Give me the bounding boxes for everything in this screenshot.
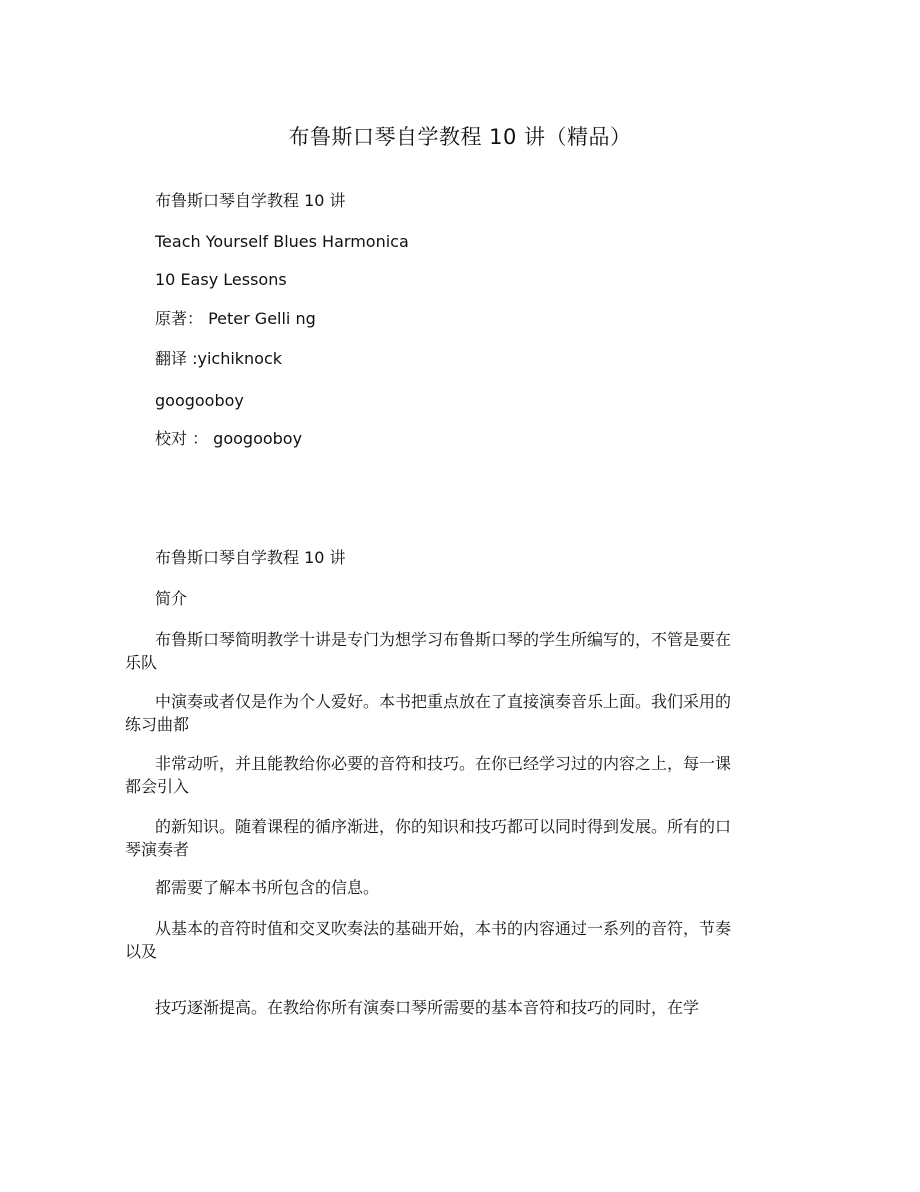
- paragraph: 都需要了解本书所包含的信息。: [155, 878, 380, 897]
- credits-en-title: Teach Yourself Blues Harmonica: [155, 232, 409, 251]
- paragraph: 布鲁斯口琴简明教学十讲是专门为想学习布鲁斯口琴的学生所编写的，不管是要在乐队: [125, 630, 732, 672]
- credits-cn-title: 布鲁斯口琴自学教程 10 讲: [155, 191, 346, 210]
- credits-author: 原著： Peter Gelli ng: [155, 309, 316, 328]
- paragraph: 从基本的音符时值和交叉吹奏法的基础开始，本书的内容通过一系列的音符，节奏以及: [125, 919, 732, 961]
- document-title: 布鲁斯口琴自学教程 10 讲（精品）: [288, 125, 632, 149]
- paragraph: 的新知识。随着课程的循序渐进，你的知识和技巧都可以同时得到发展。所有的口琴演奏者: [125, 817, 732, 859]
- credits-translator: 翻译 :yichiknock: [155, 349, 283, 368]
- paragraph: 非常动听，并且能教给你必要的音符和技巧。在你已经学习过的内容之上，每一课都会引入: [125, 754, 732, 796]
- credits-co-translator: googooboy: [155, 391, 244, 410]
- credits-en-subtitle: 10 Easy Lessons: [155, 270, 287, 289]
- paragraph: 技巧逐渐提高。在教给你所有演奏口琴所需要的基本音符和技巧的同时，在学: [155, 998, 700, 1017]
- credits-proofreader: 校对 ： googooboy: [155, 429, 303, 448]
- section-subheading: 简介: [155, 589, 188, 608]
- section-heading: 布鲁斯口琴自学教程 10 讲: [155, 548, 346, 567]
- paragraph: 中演奏或者仅是作为个人爱好。本书把重点放在了直接演奏音乐上面。我们采用的练习曲都: [125, 692, 732, 734]
